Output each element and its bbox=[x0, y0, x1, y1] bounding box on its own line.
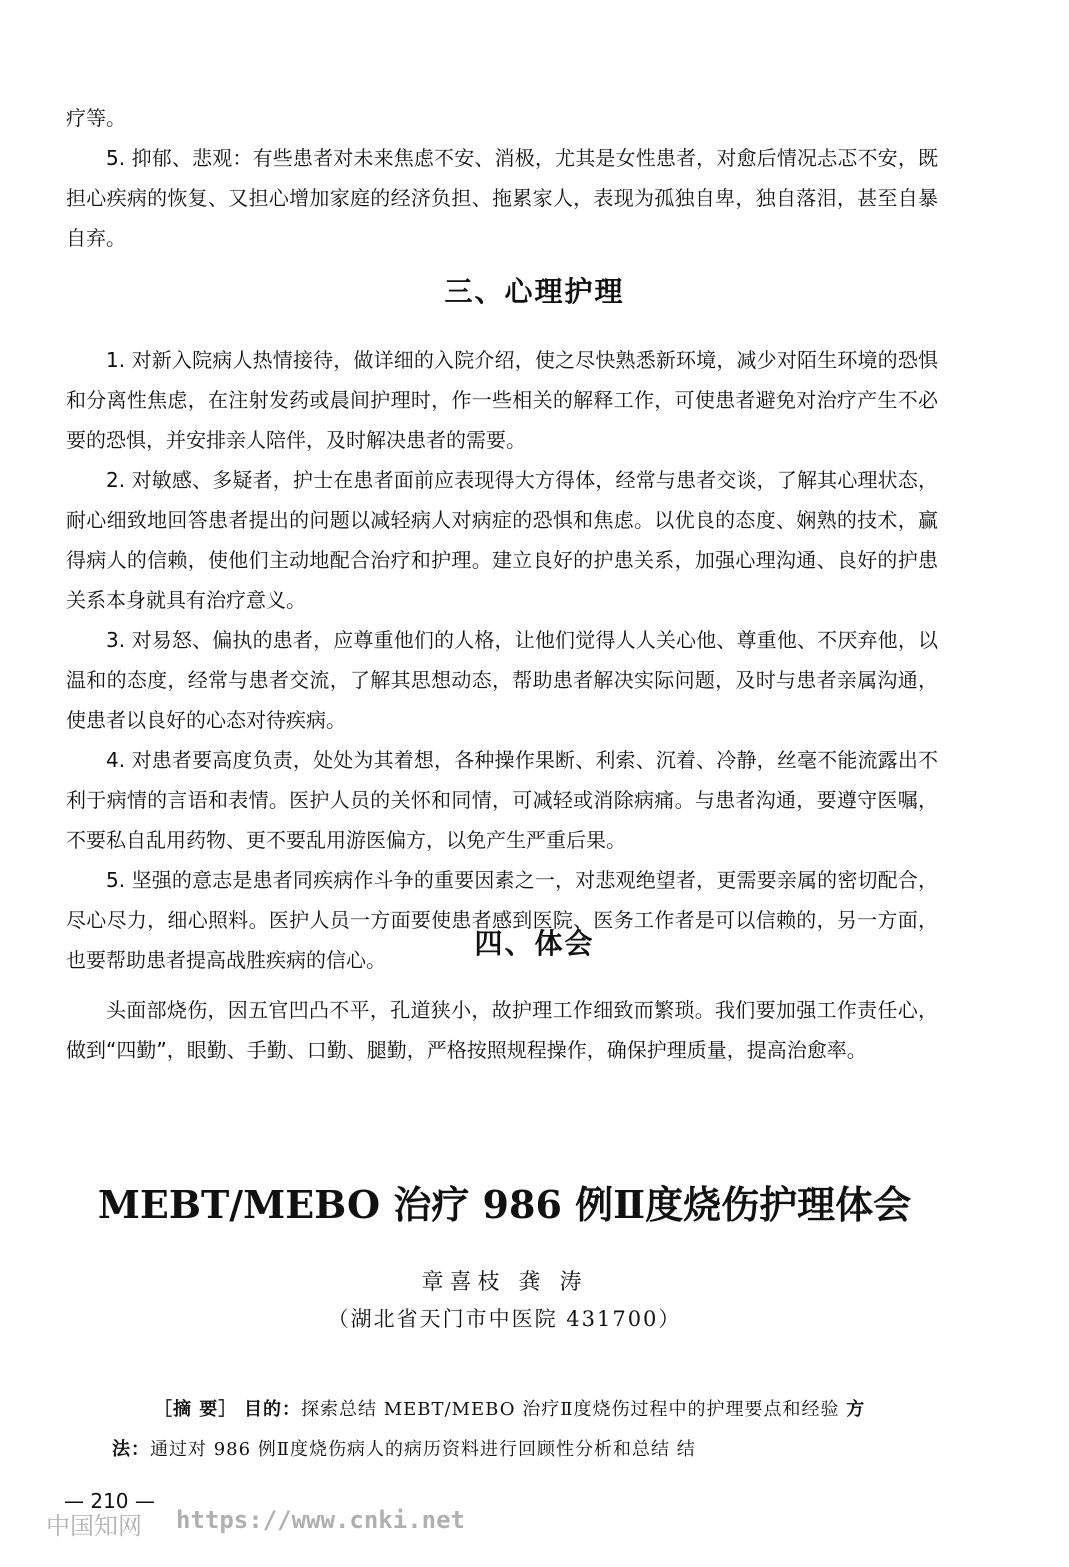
psych-care-item-5: 5. 坚强的意志是患者同疾病作斗争的重要因素之一，对悲观绝望者，更需要亲属的密切配合，尽心尽力，细心照料。医护人员一方面要使患者感到医院、医务工作者是可以信赖的，另一方面，也要帮助患者提高战胜疾病的信心。 bbox=[66, 868, 938, 972]
article-title: MEBT/MEBO 治疗 986 例Ⅱ度烧伤护理体会 bbox=[97, 1182, 912, 1227]
watermark-url: https://www.cnki.net bbox=[176, 1506, 465, 1534]
paragraph-item-5-depression: 5. 抑郁、悲观：有些患者对未来焦虑不安、消极，尤其是女性患者，对愈后情况忐忑不安，既担心疾病的恢复、又担心增加家庭的经济负担、拖累家人，表现为孤独自卑，独自落泪，甚至自暴自弃。 bbox=[66, 146, 938, 250]
page-number: — 210 — bbox=[64, 1489, 155, 1513]
psych-care-item-3: 3. 对易怒、偏执的患者，应尊重他们的人格，让他们觉得人人关心他、尊重他、不厌弃他，以温和的态度，经常与患者交流，了解其思想动态，帮助患者解决实际问题，及时与患者亲属沟通，使患者以良好的心态对待疾病。 bbox=[66, 628, 938, 732]
article-authors: 章喜枝 龚 涛 bbox=[421, 1270, 588, 1295]
section-heading-experience: 四、体会 bbox=[474, 927, 595, 960]
experience-paragraph: 头面部烧伤，因五官凹凸不平，孔道狭小，故护理工作细致而繁琐。我们要加强工作责任心，做到“四勤”，眼勤、手勤、口勤、腿勤，严格按照规程操作，确保护理质量，提高治愈率。 bbox=[66, 998, 938, 1062]
method-text: 通过对 986 例Ⅱ度烧伤病人的病历资料进行回顾性分析和总结 结 bbox=[150, 1439, 696, 1460]
article-affiliation: （湖北省天门市中医院 431700） bbox=[327, 1307, 682, 1331]
method-label: 方法： bbox=[112, 1399, 866, 1460]
watermark-site-name: 中国知网 bbox=[46, 1512, 142, 1540]
psych-care-item-1: 1. 对新入院病人热情接待，做详细的入院介绍，使之尽快熟悉新环境，减少对陌生环境的恐惧和分离性焦虑，在注射发药或晨间护理时，作一些相关的解释工作，可使患者避免对治疗产生不必要的恐惧，并安排亲人陪伴，及时解决患者的需要。 bbox=[66, 348, 938, 452]
psych-care-item-4: 4. 对患者要高度负责，处处为其着想，各种操作果断、利索、沉着、冷静，丝毫不能流露出不利于病情的言语和表情。医护人员的关怀和同情，可减轻或消除病痛。与患者沟通，要遵守医嘱，不要私自乱用药物、更不要乱用游医偏方，以免产生严重后果。 bbox=[66, 748, 938, 852]
abstract-label: ［摘 要］ bbox=[154, 1399, 238, 1420]
paragraph-continuation: 疗等。 bbox=[66, 106, 126, 130]
abstract bbox=[112, 1390, 902, 1470]
objective-text: 探索总结 MEBT/MEBO 治疗Ⅱ度烧伤过程中的护理要点和经验 bbox=[301, 1399, 840, 1420]
psych-care-item-2: 2. 对敏感、多疑者，护士在患者面前应表现得大方得体，经常与患者交谈，了解其心理状态，耐心细致地回答患者提出的问题以减轻病人对病症的恐惧和焦虑。以优良的态度、娴熟的技术，赢得病人的信赖，使他们主动地配合治疗和护理。建立良好的护患关系，加强心理沟通、良好的护患关系本身就具有治疗意义。 bbox=[66, 468, 938, 612]
section-heading-psychological-care: 三、心理护理 bbox=[444, 275, 625, 308]
objective-label: 目的： bbox=[244, 1399, 302, 1420]
